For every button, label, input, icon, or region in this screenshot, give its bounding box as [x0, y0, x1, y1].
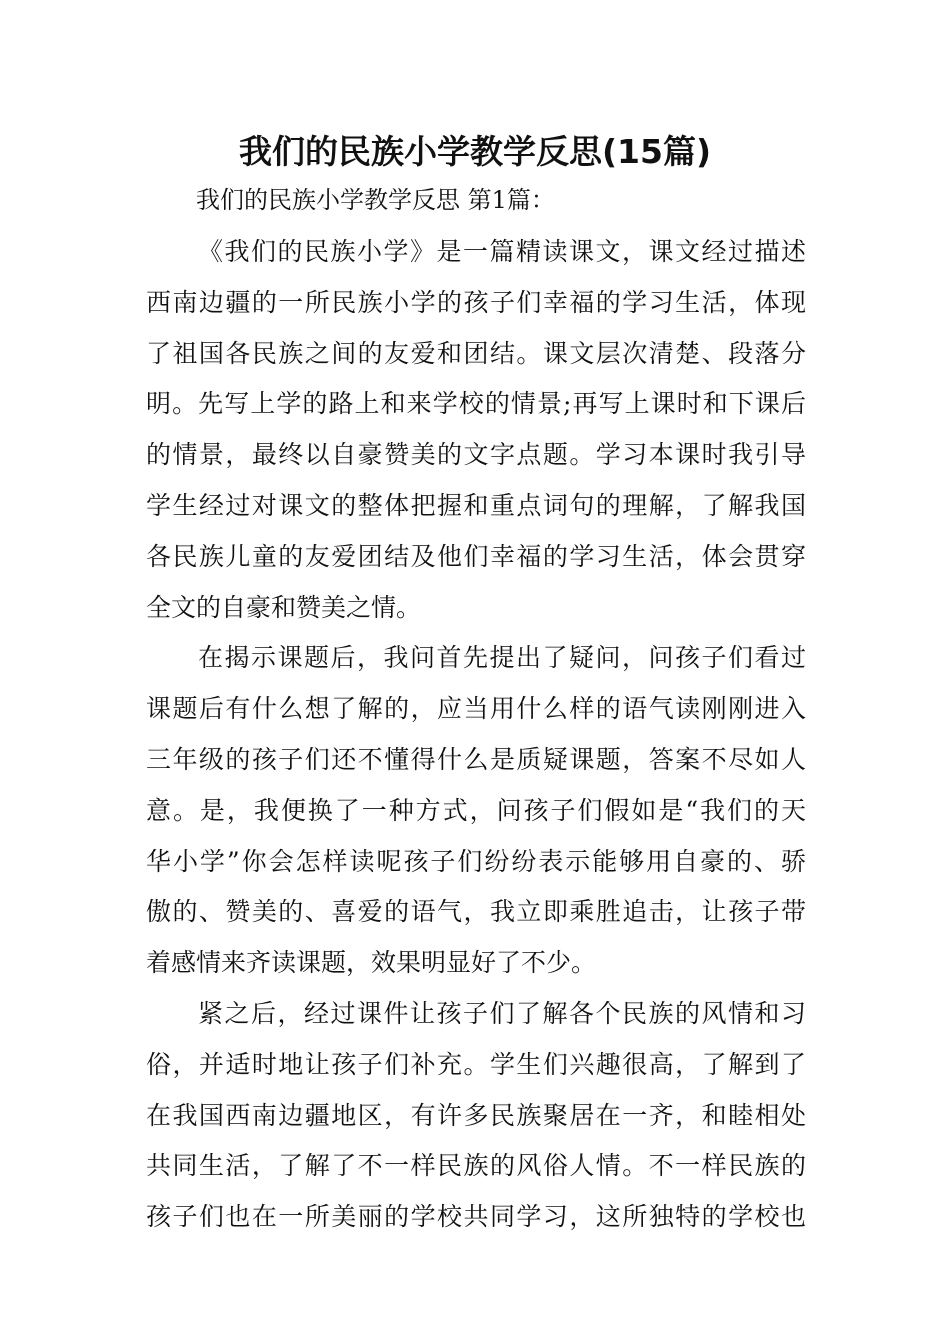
text-line: 在我国西南边疆地区，有许多民族聚居在一齐，和睦相处 — [146, 1100, 806, 1130]
body-text — [146, 227, 806, 1243]
text-line: 全文的自豪和赞美之情。 — [146, 592, 422, 622]
text-line: 各民族儿童的友爱团结及他们幸福的学习生活，体会贯穿 — [146, 541, 806, 571]
text-line: 紧之后，经过课件让孩子们了解各个民族的风情和习 — [198, 998, 806, 1028]
text-line: 《我们的民族小学》是一篇精读课文，课文经过描述 — [198, 237, 806, 266]
text-line: 西南边疆的一所民族小学的孩子们幸福的学习生活，体现 — [146, 287, 806, 317]
text-line: 俗，并适时地让孩子们补充。学生们兴趣很高，了解到了 — [146, 1049, 806, 1079]
paragraph-3 — [146, 989, 806, 1243]
text-line: 华小学”你会怎样读呢孩子们纷纷表示能够用自豪的、骄 — [146, 846, 806, 876]
paragraph-1 — [146, 227, 806, 633]
text-line: 孩子们也在一所美丽的学校共同学习，这所独特的学校也 — [146, 1202, 806, 1232]
text-line: 意。是，我便换了一种方式，问孩子们假如是“我们的天 — [146, 795, 806, 825]
text-line: 在揭示课题后，我问首先提出了疑问，问孩子们看过 — [198, 643, 806, 673]
text-line: 明。先写上学的路上和来学校的情景;再写上课时和下课后 — [146, 389, 806, 419]
section-heading: 我们的民族小学教学反思 第1篇： — [196, 186, 555, 214]
text-line: 的情景，最终以自豪赞美的文字点题。学习本课时我引导 — [146, 440, 806, 470]
text-line: 学生经过对课文的整体把握和重点词句的理解，了解我国 — [146, 490, 806, 520]
paragraph-2 — [146, 633, 806, 989]
text-line: 着感情来齐读课题，效果明显好了不少。 — [146, 948, 597, 978]
text-line: 傲的、赞美的、喜爱的语气，我立即乘胜追击，让孩子带 — [146, 897, 806, 927]
text-line: 共同生活，了解了不一样民族的风俗人情。不一样民族的 — [146, 1151, 806, 1181]
text-line: 了祖国各民族之间的友爱和团结。课文层次清楚、段落分 — [146, 338, 806, 368]
page-title: 我们的民族小学教学反思(15篇) — [238, 132, 712, 171]
text-line: 课题后有什么想了解的，应当用什么样的语气读刚刚进入 — [146, 694, 806, 724]
text-line: 三年级的孩子们还不懂得什么是质疑课题，答案不尽如人 — [146, 744, 806, 774]
